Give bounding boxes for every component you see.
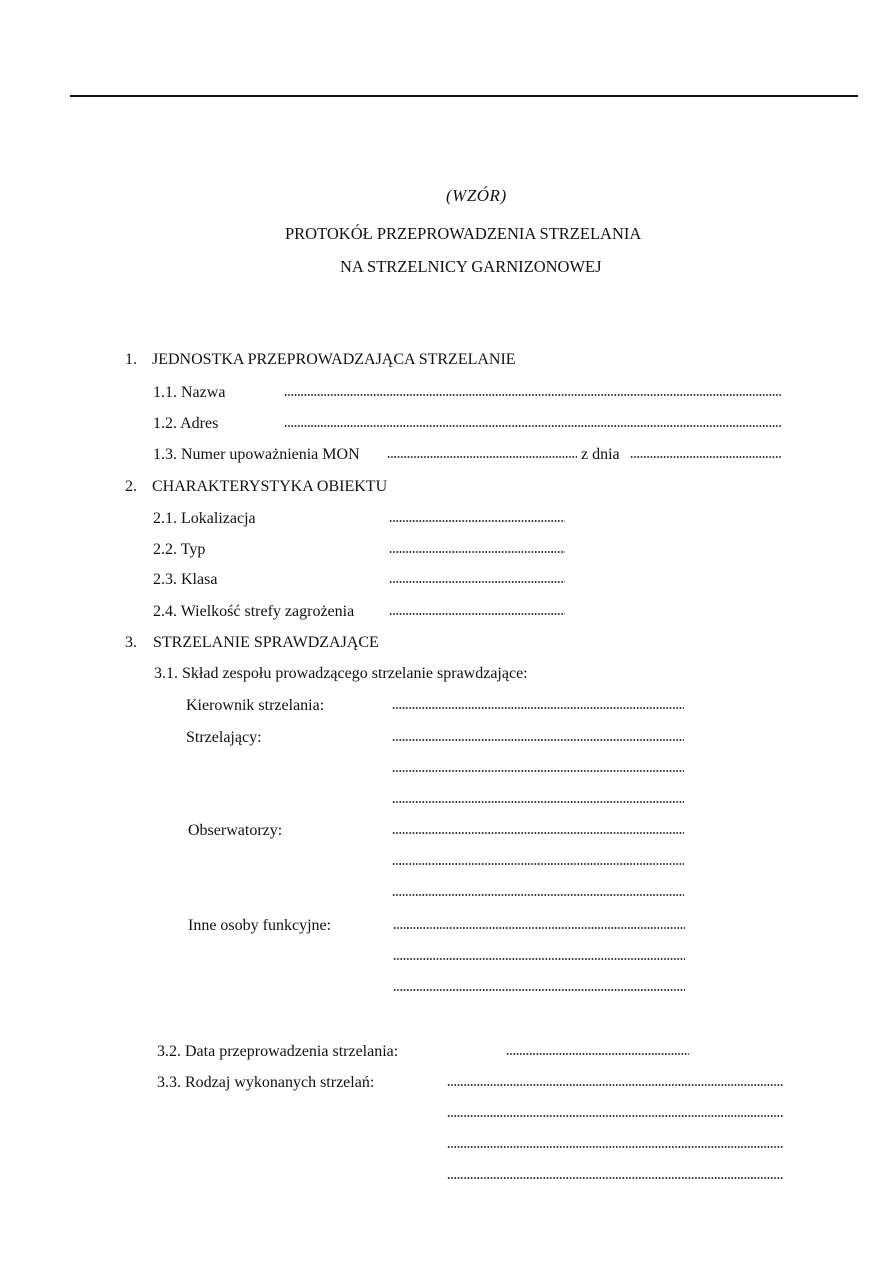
kierownik-fill-line[interactable] [392, 706, 684, 710]
item-2-2-fill-line[interactable] [389, 550, 565, 554]
item-2-1-fill-line[interactable] [389, 519, 565, 523]
inne-osoby-label: Inne osoby funkcyjne: [188, 917, 332, 934]
section-2-heading: CHARAKTERYSTYKA OBIEKTU [152, 478, 388, 495]
item-2-3-label: 2.3. Klasa [153, 571, 218, 588]
item-2-4-fill-line[interactable] [389, 612, 565, 616]
section-3-number: 3. [125, 634, 137, 651]
inne-osoby-fill-line-2[interactable] [393, 957, 685, 961]
item-1-2-label: 1.2. Adres [153, 415, 219, 432]
template-label: (WZÓR) [446, 186, 507, 205]
document-title-line-2: NA STRZELNICY GARNIZONOWEJ [340, 257, 602, 276]
obserwatorzy-label: Obserwatorzy: [188, 822, 283, 839]
section-1-number: 1. [125, 351, 137, 368]
section-2-number: 2. [125, 478, 137, 495]
item-2-3-fill-line[interactable] [389, 580, 565, 584]
inne-osoby-fill-line-3[interactable] [393, 988, 685, 992]
strzelajacy-fill-line-1[interactable] [392, 738, 684, 742]
item-1-3-number-fill-line[interactable] [387, 455, 577, 459]
item-3-3-fill-line-4[interactable] [447, 1176, 784, 1180]
top-rule [70, 95, 858, 97]
obserwatorzy-fill-line-2[interactable] [392, 862, 684, 866]
document-title-line-1: PROTOKÓŁ PRZEPROWADZENIA STRZELANIA [285, 224, 642, 243]
item-3-3-label: 3.3. Rodzaj wykonanych strzelań: [157, 1074, 375, 1091]
strzelajacy-fill-line-2[interactable] [392, 769, 684, 773]
item-1-3-label: 1.3. Numer upoważnienia MON [153, 446, 360, 463]
item-3-3-fill-line-1[interactable] [447, 1083, 784, 1087]
strzelajacy-fill-line-3[interactable] [392, 800, 684, 804]
section-3-heading: STRZELANIE SPRAWDZAJĄCE [153, 634, 379, 651]
item-3-3-fill-line-3[interactable] [447, 1145, 784, 1149]
item-3-1-label: 3.1. Skład zespołu prowadzącego strzelanie sprawdzające: [154, 665, 528, 682]
item-2-1-label: 2.1. Lokalizacja [153, 510, 256, 527]
item-2-2-label: 2.2. Typ [153, 541, 206, 558]
inne-osoby-fill-line-1[interactable] [393, 926, 685, 930]
item-2-4-label: 2.4. Wielkość strefy zagrożenia [153, 603, 355, 620]
strzelajacy-label: Strzelający: [186, 729, 262, 746]
item-1-3-date-fill-line[interactable] [630, 455, 782, 459]
item-1-2-fill-line[interactable] [284, 424, 781, 428]
obserwatorzy-fill-line-3[interactable] [392, 893, 684, 897]
kierownik-label: Kierownik strzelania: [186, 697, 325, 714]
section-1-heading: JEDNOSTKA PRZEPROWADZAJĄCA STRZELANIE [152, 351, 516, 368]
item-1-3-date-label: z dnia [581, 446, 620, 463]
item-3-2-label: 3.2. Data przeprowadzenia strzelania: [157, 1043, 399, 1060]
item-1-1-label: 1.1. Nazwa [153, 384, 226, 401]
item-1-1-fill-line[interactable] [284, 393, 781, 397]
item-3-3-fill-line-2[interactable] [447, 1114, 784, 1118]
item-3-2-fill-line[interactable] [506, 1052, 689, 1056]
obserwatorzy-fill-line-1[interactable] [392, 831, 684, 835]
